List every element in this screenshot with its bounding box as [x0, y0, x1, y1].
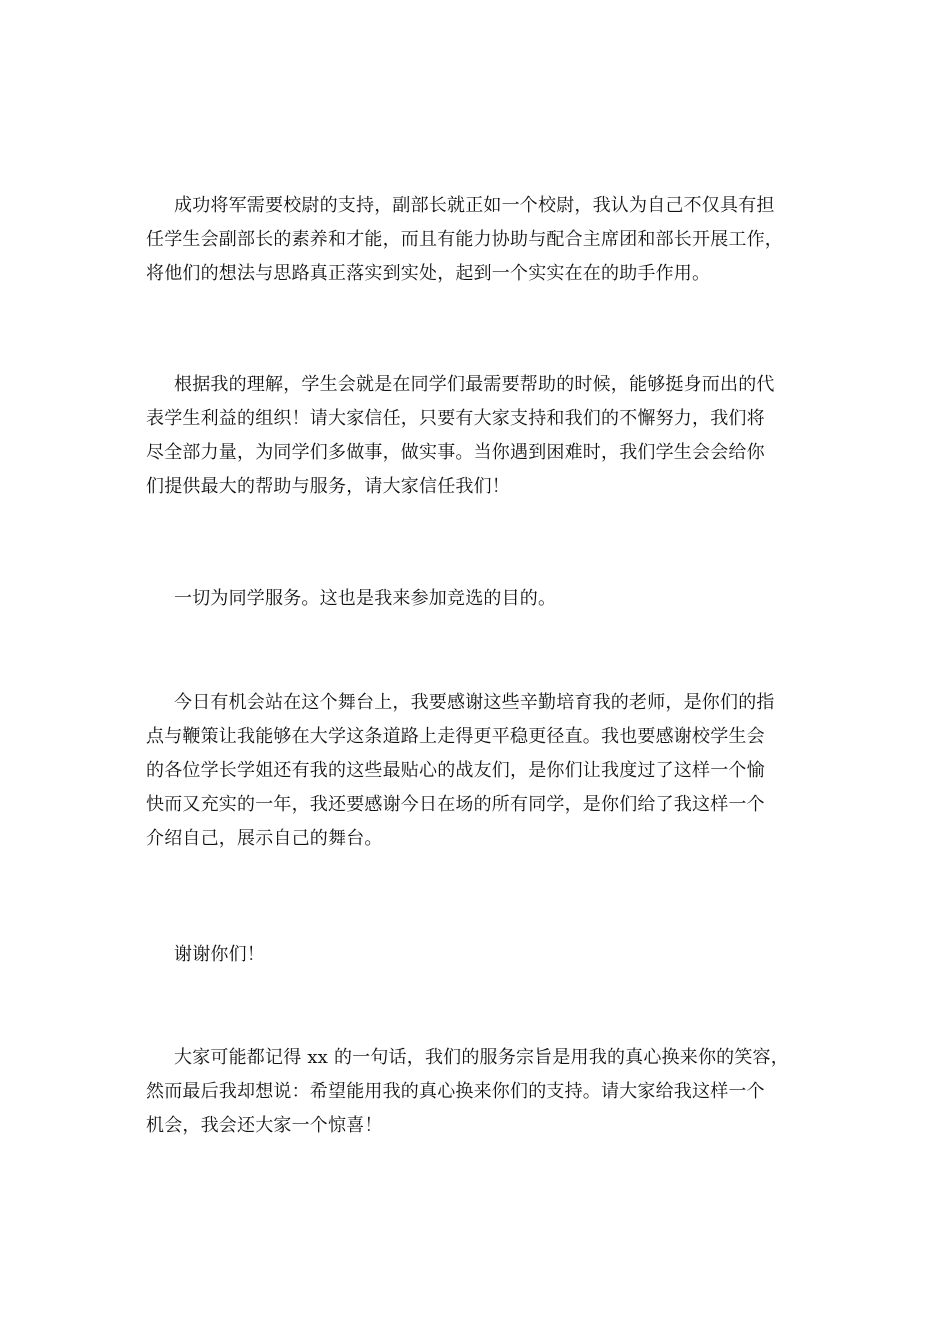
paragraph-1 [146, 189, 816, 291]
paragraph-3 [146, 582, 816, 616]
paragraph-line: 大家可能都记得 xx 的一句话，我们的服务宗旨是用我的真心换来你的笑容， [174, 1047, 789, 1068]
paragraph-line: 表学生利益的组织！请大家信任，只要有大家支持和我们的不懈努力，我们将 [146, 408, 765, 429]
paragraph-line: 根据我的理解，学生会就是在同学们最需要帮助的时候，能够挺身而出的代 [174, 374, 775, 395]
paragraph-line: 机会，我会还大家一个惊喜！ [146, 1115, 383, 1136]
paragraph-line: 快而又充实的一年，我还要感谢今日在场的所有同学，是你们给了我这样一个 [146, 794, 765, 815]
paragraph-6 [146, 1041, 816, 1143]
paragraph-line: 今日有机会站在这个舞台上，我要感谢这些辛勤培育我的老师，是你们的指 [174, 692, 775, 713]
paragraph-line: 任学生会副部长的素养和才能，而且有能力协助与配合主席团和部长开展工作， [146, 229, 783, 250]
paragraph-line: 谢谢你们！ [174, 944, 265, 965]
paragraph-line: 点与鞭策让我能够在大学这条道路上走得更平稳更径直。我也要感谢校学生会 [146, 726, 765, 747]
paragraph-line: 成功将军需要校尉的支持，副部长就正如一个校尉，我认为自己不仅具有担 [174, 195, 775, 216]
paragraph-line: 然而最后我却想说：希望能用我的真心换来你们的支持。请大家给我这样一个 [146, 1081, 765, 1102]
paragraph-line: 介绍自己，展示自己的舞台。 [146, 828, 383, 849]
paragraph-line: 们提供最大的帮助与服务，请大家信任我们！ [146, 476, 510, 497]
paragraph-line: 一切为同学服务。这也是我来参加竞选的目的。 [174, 588, 557, 609]
paragraph-line: 尽全部力量，为同学们多做事，做实事。当你遇到困难时，我们学生会会给你 [146, 442, 765, 463]
paragraph-line: 将他们的想法与思路真正落实到实处，起到一个实实在在的助手作用。 [146, 263, 711, 284]
paragraph-2 [146, 368, 816, 504]
paragraph-line: 的各位学长学姐还有我的这些最贴心的战友们，是你们让我度过了这样一个愉 [146, 760, 765, 781]
paragraph-5 [146, 938, 816, 972]
paragraph-4 [146, 686, 816, 856]
